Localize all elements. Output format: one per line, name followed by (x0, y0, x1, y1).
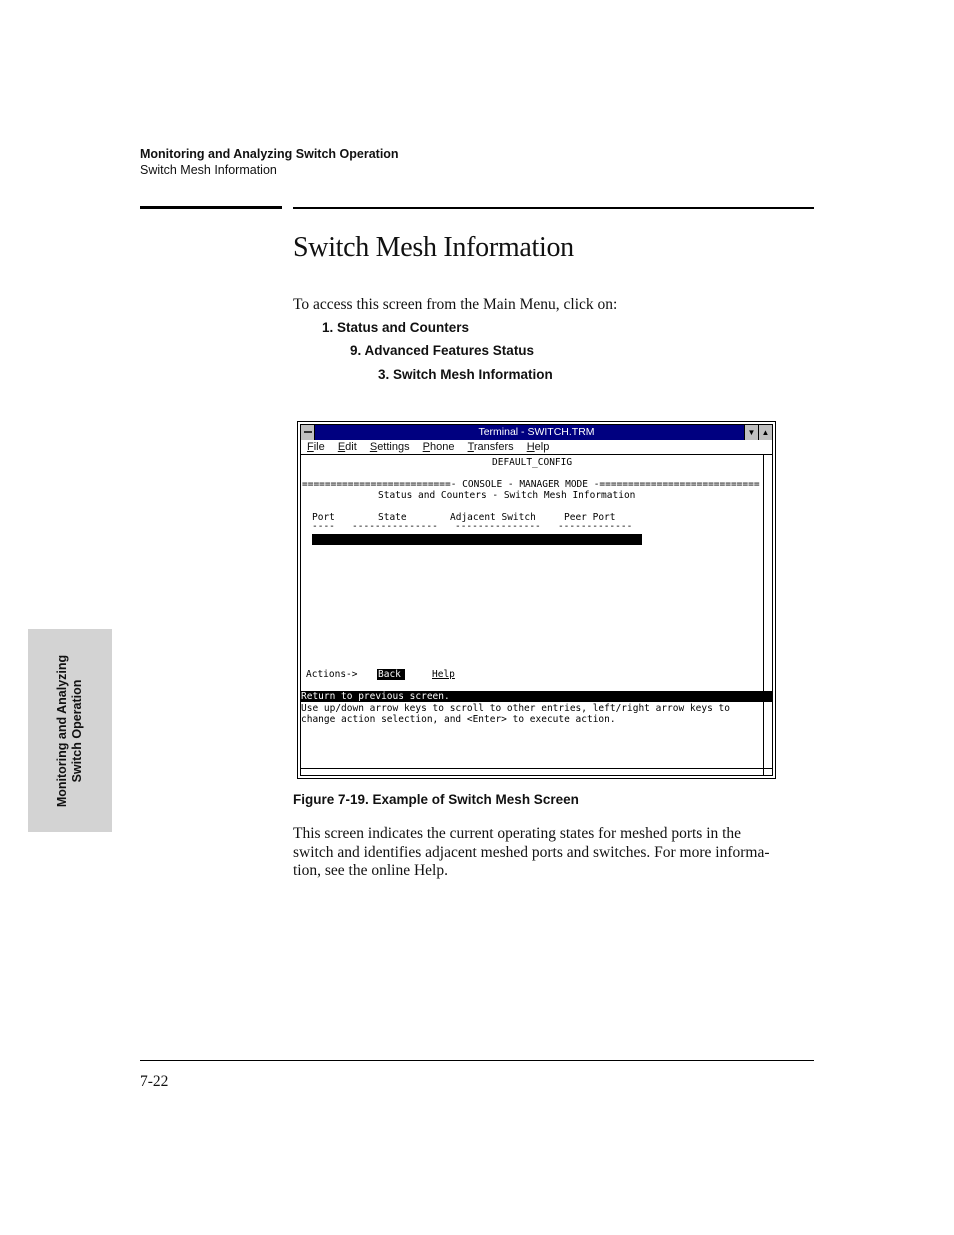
status-line: Return to previous screen. (301, 691, 772, 702)
col-header-adjacent: Adjacent Switch (450, 512, 536, 523)
cell-adjacent: 0060b0-889e00 (450, 567, 525, 578)
vertical-scrollbar[interactable] (763, 455, 772, 775)
col-header-peer: Peer Port (564, 512, 616, 523)
header-rule-right (293, 207, 814, 209)
minimize-icon[interactable]: ▼ (744, 425, 758, 440)
page-title: Switch Mesh Information (293, 232, 574, 263)
horizontal-scrollbar[interactable] (301, 768, 772, 775)
col-header-state: State (378, 512, 407, 523)
terminal-window-title: Terminal - SWITCH.TRM (478, 426, 595, 438)
cell-state: Established (348, 556, 411, 567)
menu-file[interactable]: File (307, 441, 325, 453)
intro-text: To access this screen from the Main Menu, click on: (293, 296, 618, 313)
chapter-side-tab (28, 629, 112, 832)
terminal-titlebar (301, 425, 772, 440)
menu-edit[interactable]: Edit (337, 441, 357, 453)
table-row[interactable] (312, 534, 642, 589)
screen-title: Status and Counters - Switch Mesh Information (378, 490, 636, 501)
cell-peer: 0060b0-889e78 (553, 578, 628, 589)
system-menu-icon[interactable] (301, 425, 315, 440)
side-tab-line2: Switch Operation (70, 679, 84, 782)
menu-step-2: 9. Advanced Features Status (350, 343, 535, 358)
running-header-section: Switch Mesh Information (140, 163, 277, 177)
header-rule-left (140, 206, 282, 209)
body-line-3: tion, see the online Help. (293, 862, 448, 879)
body-paragraph (293, 825, 818, 881)
side-tab-line1: Monitoring and Analyzing (55, 654, 69, 807)
footer-rule (140, 1060, 814, 1061)
column-dashes: ---- --------------- --------------- ------------- (312, 521, 633, 532)
terminal-menubar (301, 440, 772, 455)
menu-transfers[interactable]: Transfers (467, 441, 514, 453)
help-line-1: Use up/down arrow keys to scroll to other entries, left/right arrow keys to (301, 703, 730, 714)
maximize-icon[interactable]: ▲ (758, 425, 772, 440)
menu-phone[interactable]: Phone (422, 441, 455, 453)
figure-caption: Figure 7-19. Example of Switch Mesh Screen (293, 792, 579, 807)
help-action[interactable]: Help (432, 669, 455, 680)
config-name: DEFAULT_CONFIG (492, 457, 573, 468)
running-header-chapter: Monitoring and Analyzing Switch Operation (140, 147, 399, 161)
menu-step-1: 1. Status and Counters (322, 320, 470, 335)
terminal-screen (301, 455, 762, 767)
page-number: 7-22 (140, 1073, 169, 1090)
back-action[interactable]: Back (377, 669, 405, 680)
menu-help[interactable]: Help (526, 441, 550, 453)
cell-port: 1 (313, 545, 319, 556)
menu-settings[interactable]: Settings (369, 441, 410, 453)
terminal-window (297, 421, 776, 779)
actions-label: Actions-> (306, 669, 358, 680)
body-line-1: This screen indicates the current operating states for meshed ports in the (293, 825, 742, 842)
col-header-port: Port (312, 512, 335, 523)
body-line-2: switch and identifies adjacent meshed ports and switches. For more informa- (293, 843, 770, 861)
mode-line: ==========================- CONSOLE - MANAGER MODE -============================ (302, 479, 760, 490)
help-line-2: change action selection, and <Enter> to execute action. (301, 714, 616, 725)
menu-step-3: 3. Switch Mesh Information (378, 367, 553, 382)
